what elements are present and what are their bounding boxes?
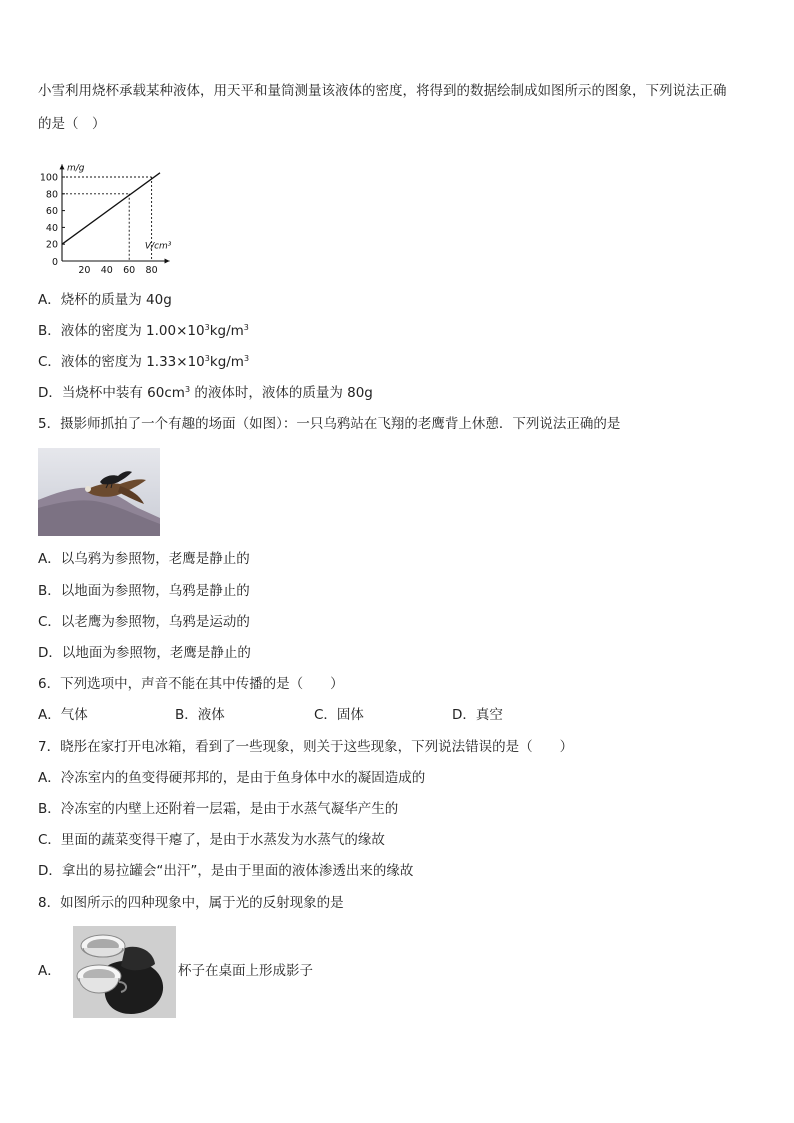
density-chart <box>38 146 198 274</box>
q6-option-b: B．液体 <box>175 707 225 723</box>
q5-option-d: D．以地面为参照物，老鹰是静止的 <box>38 645 251 661</box>
x-axis-arrow <box>165 259 170 264</box>
q4-option-d-exp: 3 <box>184 385 191 394</box>
cup-top-shape <box>81 935 125 957</box>
q4-option-b-unit-exp: 3 <box>243 323 249 332</box>
q7-option-c: C．里面的蔬菜变得干瘪了，是由于水蒸发为水蒸气的缘故 <box>38 832 385 848</box>
y-tick-label: 20 <box>45 239 58 251</box>
cups-shadow-photo <box>73 926 176 1018</box>
q6-option-a: A．气体 <box>38 707 88 723</box>
q5-option-b: B．以地面为参照物，乌鸦是静止的 <box>38 583 250 599</box>
y-tick-label: 60 <box>45 206 58 218</box>
q8-option-a-caption: 杯子在桌面上形成影子 <box>178 963 313 979</box>
q4-option-d <box>38 384 373 402</box>
q4-option-c-exp: 3 <box>204 354 210 363</box>
q8-option-a-label: A． <box>38 963 61 979</box>
q4-option-b-unit: kg/m <box>209 323 244 339</box>
y-axis-label: m/g <box>67 163 85 174</box>
x-tick-label: 20 <box>78 265 91 274</box>
q5-stem: 5．摄影师抓拍了一个有趣的场面（如图）：一只乌鸦站在飞翔的老鹰背上休憩．下列说法正确的是 <box>38 416 621 432</box>
q7-option-a: A．冷冻室内的鱼变得硬邦邦的，是由于鱼身体中水的凝固造成的 <box>38 770 426 786</box>
series-line <box>62 173 160 244</box>
q4-option-c-unit-exp: 3 <box>243 354 250 363</box>
q4-option-c-text: C．液体的密度为 1.33×10 <box>38 354 205 370</box>
crow-on-eagle-photo <box>38 448 160 536</box>
q7-option-b: B．冷冻室的内壁上还附着一层霜，是由于水蒸气凝华产生的 <box>38 801 399 817</box>
x-tick-label: 60 <box>123 265 136 274</box>
q4-option-b-text: B．液体的密度为 1.00×10 <box>38 323 205 339</box>
y-axis-arrow <box>60 164 65 169</box>
q6-stem: 6．下列选项中，声音不能在其中传播的是（ ） <box>38 676 344 692</box>
x-axis-label: V/cm³ <box>144 241 172 252</box>
q8-stem: 8．如图所示的四种现象中，属于光的反射现象的是 <box>38 895 344 911</box>
q4-option-b <box>38 322 249 340</box>
q4-option-d-text: D．当烧杯中装有 60cm <box>38 385 185 401</box>
q4-option-c <box>38 353 249 371</box>
q7-stem: 7．晓彤在家打开电冰箱，看到了一些现象，则关于这些现象，下列说法错误的是（ ） <box>38 739 574 755</box>
q4-option-b-exp: 3 <box>204 323 210 332</box>
y-tick-label: 80 <box>45 189 58 201</box>
q4-option-d-tail: 的液体时，液体的质量为 80g <box>190 385 373 401</box>
q6-option-c: C．固体 <box>314 707 364 723</box>
y-tick-label: 40 <box>45 222 58 234</box>
q4-option-c-unit: kg/m <box>209 354 244 370</box>
y-tick-label: 100 <box>39 172 58 184</box>
q4-stem-line2: 的是（ ） <box>38 116 106 132</box>
x-tick-label: 40 <box>100 265 113 274</box>
q4-stem-line1: 小雪利用烧杯承载某种液体，用天平和量筒测量该液体的密度，将得到的数据绘制成如图所示的图象，下列说法正确 <box>38 83 727 99</box>
q4-option-a: A．烧杯的质量为 40g <box>38 292 172 308</box>
x-tick-label: 80 <box>145 265 158 274</box>
origin-label: 0 <box>52 257 59 268</box>
q6-option-d: D．真空 <box>452 707 503 723</box>
q5-option-c: C．以老鹰为参照物，乌鸦是运动的 <box>38 614 250 630</box>
q5-option-a: A．以乌鸦为参照物，老鹰是静止的 <box>38 551 250 567</box>
q7-option-d: D．拿出的易拉罐会“出汗”，是由于里面的液体渗透出来的缘故 <box>38 863 414 879</box>
